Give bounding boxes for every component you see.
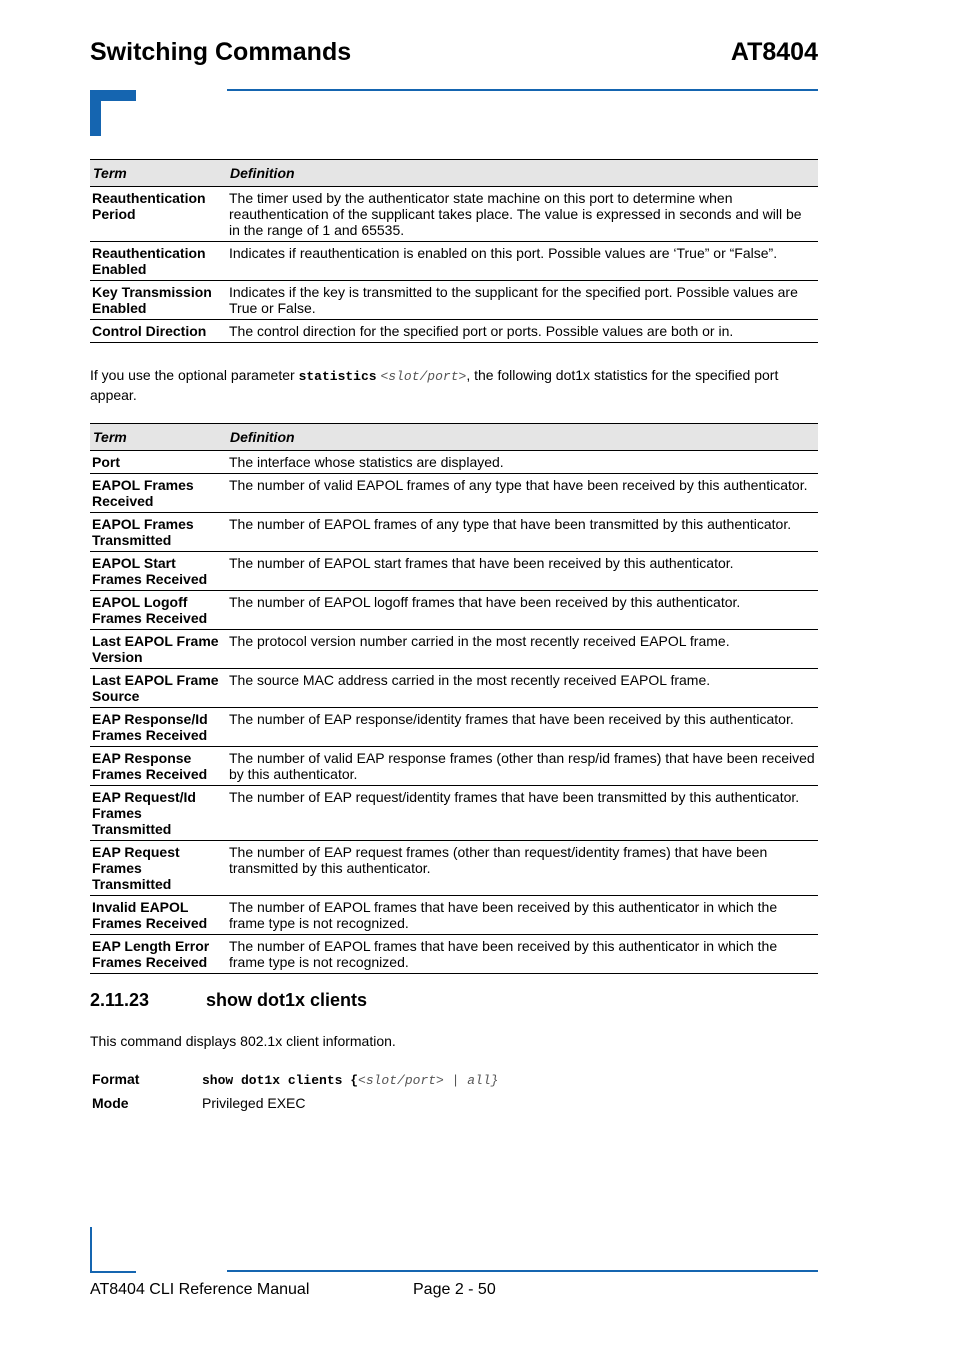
term-definition-table-statistics: [90, 423, 818, 974]
section-title: show dot1x clients: [206, 990, 368, 1010]
table-row: [90, 451, 818, 474]
table-row: [90, 747, 818, 786]
footer-rule: [227, 1270, 818, 1272]
definition-cell: The number of valid EAP response frames (other than resp/id frames) that have been received by this authenticator.: [227, 747, 818, 786]
definition-cell: The number of EAP request/identity frames that have been transmitted by this authenticator.: [227, 786, 818, 841]
statistics-parameter: statistics: [298, 369, 377, 384]
term-cell: EAP Length Error Frames Received: [90, 935, 227, 974]
section-heading: [90, 990, 367, 1011]
column-header-definition: Definition: [227, 160, 818, 187]
table-row: [90, 552, 818, 591]
definition-cell: The number of EAP response/identity frames that have been received by this authenticator.: [227, 708, 818, 747]
header-product-title: AT8404: [730, 38, 818, 66]
column-header-term: Term: [90, 424, 227, 451]
header-corner-mark-horizontal: [90, 90, 136, 101]
definition-cell: The number of EAPOL frames of any type that have been transmitted by this authenticator.: [227, 513, 818, 552]
term-cell: EAP Response Frames Received: [90, 747, 227, 786]
column-header-definition: Definition: [227, 424, 818, 451]
format-command: [202, 1071, 498, 1088]
definition-cell: The control direction for the specified port or ports. Possible values are both or in.: [227, 320, 818, 343]
term-cell: EAP Request/Id Frames Transmitted: [90, 786, 227, 841]
statistics-intro-paragraph: [90, 366, 820, 405]
table-row: [90, 630, 818, 669]
footer-corner-mark-horizontal: [90, 1271, 136, 1273]
definition-cell: The number of EAPOL start frames that have been received by this authenticator.: [227, 552, 818, 591]
footer-manual-title: AT8404 CLI Reference Manual: [90, 1281, 310, 1298]
table-row: [90, 281, 818, 320]
definition-cell: The number of EAP request frames (other than request/identity frames) that have been transmitted by this authenticator.: [227, 841, 818, 896]
table-row: [90, 474, 818, 513]
header-section-title: Switching Commands: [90, 38, 352, 66]
definition-cell: Indicates if the key is transmitted to the supplicant for the specified port. Possible values are True or False.: [227, 281, 818, 320]
mode-label: Mode: [92, 1095, 129, 1111]
format-label: Format: [92, 1071, 140, 1087]
intro-text-after: , the following dot1x statistics for the specified port appear.: [90, 367, 779, 403]
definition-cell: The number of valid EAPOL frames of any type that have been received by this authenticator.: [227, 474, 818, 513]
term-cell: Last EAPOL Frame Source: [90, 669, 227, 708]
term-cell: EAPOL Start Frames Received: [90, 552, 227, 591]
term-cell: Port: [90, 451, 227, 474]
definition-cell: The number of EAPOL frames that have been received by this authenticator in which the frame type is not recognized.: [227, 896, 818, 935]
definition-cell: The number of EAPOL frames that have been received by this authenticator in which the frame type is not recognized.: [227, 935, 818, 974]
definition-cell: The timer used by the authenticator state machine on this port to determine when reauthentication of the supplicant takes place. The value is expressed in seconds and will be in the range of 1 and 65535.: [227, 187, 818, 242]
mode-value: Privileged EXEC: [202, 1095, 306, 1111]
table-row: [90, 669, 818, 708]
intro-text-before: If you use the optional parameter: [90, 367, 299, 383]
column-header-term: Term: [90, 160, 227, 187]
table-row: [90, 708, 818, 747]
term-cell: Reauthentication Period: [90, 187, 227, 242]
footer-page-number: Page 2 - 50: [413, 1281, 496, 1298]
definition-cell: Indicates if reauthentication is enabled on this port. Possible values are ‘True” or “False”.: [227, 242, 818, 281]
table-row: [90, 786, 818, 841]
table-row: [90, 935, 818, 974]
footer-corner-mark-vertical: [90, 1227, 92, 1273]
definition-cell: The source MAC address carried in the most recently received EAPOL frame.: [227, 669, 818, 708]
term-cell: Control Direction: [90, 320, 227, 343]
table-row: [90, 187, 818, 242]
term-cell: Key Transmission Enabled: [90, 281, 227, 320]
table-row: [90, 591, 818, 630]
format-command-args: <slot/port> | all}: [358, 1073, 499, 1088]
definition-cell: The protocol version number carried in the most recently received EAPOL frame.: [227, 630, 818, 669]
term-cell: EAPOL Frames Received: [90, 474, 227, 513]
slot-port-argument: <slot/port>: [380, 369, 467, 384]
term-cell: EAP Response/Id Frames Received: [90, 708, 227, 747]
term-cell: Last EAPOL Frame Version: [90, 630, 227, 669]
term-cell: Invalid EAPOL Frames Received: [90, 896, 227, 935]
table-row: [90, 896, 818, 935]
term-cell: EAP Request Frames Transmitted: [90, 841, 227, 896]
section-number: 2.11.23: [90, 990, 150, 1010]
definition-cell: The interface whose statistics are displayed.: [227, 451, 818, 474]
command-description: This command displays 802.1x client information.: [90, 1033, 396, 1049]
table-row: [90, 841, 818, 896]
format-command-keyword: show dot1x clients {: [202, 1073, 359, 1088]
term-cell: EAPOL Logoff Frames Received: [90, 591, 227, 630]
definition-cell: The number of EAPOL logoff frames that have been received by this authenticator.: [227, 591, 818, 630]
table-row: [90, 320, 818, 343]
header-rule: [227, 89, 818, 91]
term-cell: EAPOL Frames Transmitted: [90, 513, 227, 552]
term-cell: Reauthentication Enabled: [90, 242, 227, 281]
table-row: [90, 513, 818, 552]
table-row: [90, 242, 818, 281]
term-definition-table-config: [90, 159, 818, 343]
